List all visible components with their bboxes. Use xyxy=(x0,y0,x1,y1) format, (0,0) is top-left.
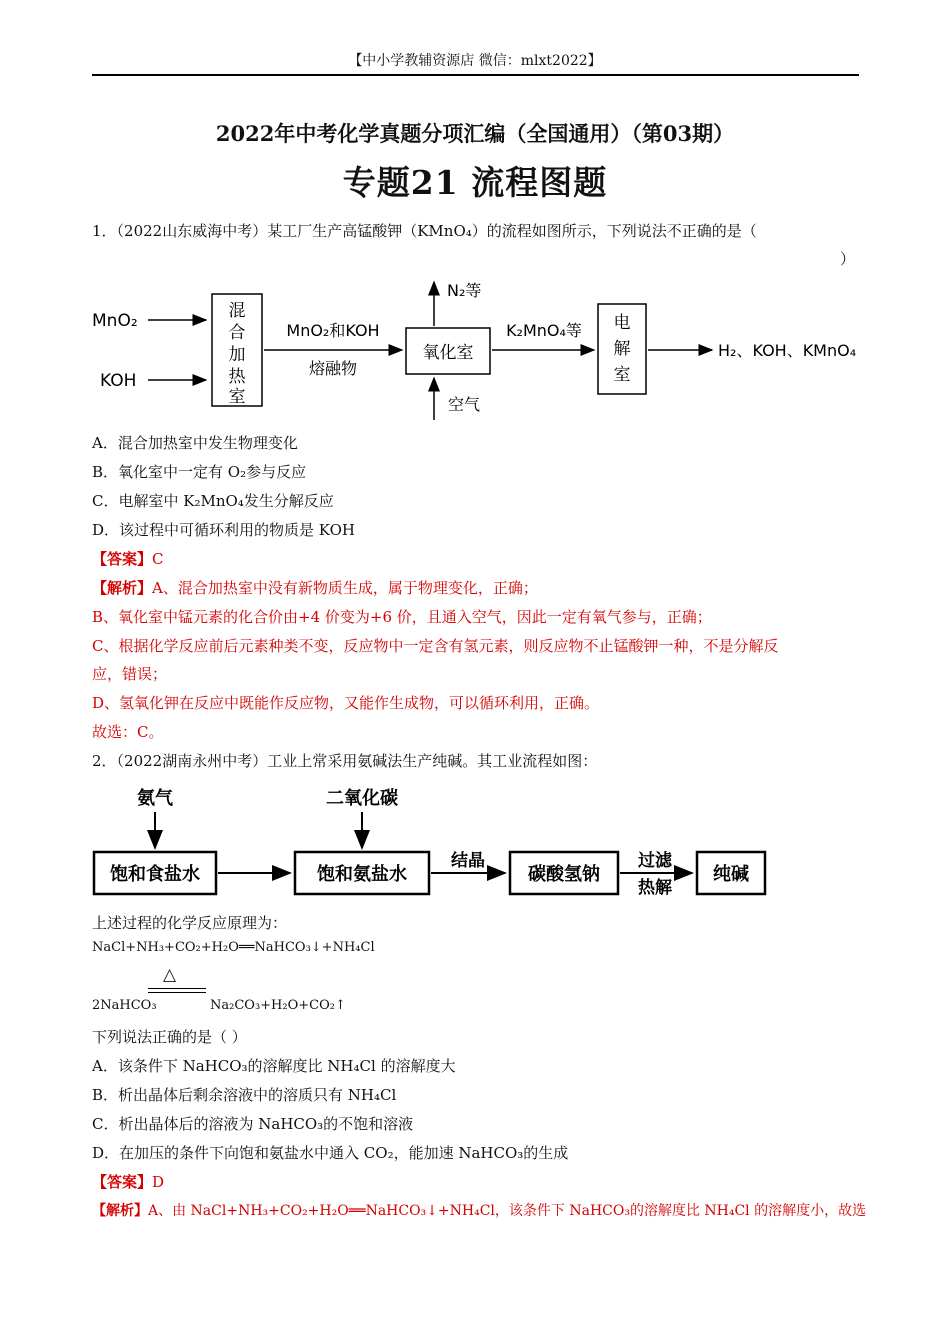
q1-stem-end: ） xyxy=(840,250,856,268)
q1-option-c: C．电解室中 K₂MnO₄发生分解反应 xyxy=(92,492,334,510)
q1-input-mno2: MnO₂ xyxy=(92,311,138,331)
q2-box2-label: 饱和氨盐水 xyxy=(317,864,407,885)
q1-analysis-c: C、根据化学反应前后元素种类不变，反应物中一定含有氢元素，则反应物不止锰酸钾一种，不是分解反 xyxy=(92,637,779,655)
q2-option-d: D．在加压的条件下向饱和氨盐水中通入 CO₂，能加速 NaHCO₃的生成 xyxy=(92,1144,569,1162)
q2-arrow2-label-heat: 热解 xyxy=(638,878,672,898)
q1-answer xyxy=(92,548,164,569)
q2-option-b: B．析出晶体后剩余溶液中的溶质只有 NH₄Cl xyxy=(92,1086,397,1104)
q1-stem: 1．（2022山东威海中考）某工厂生产高锰酸钾（KMnO₄）的流程如图所示，下列说法不正确的是（ xyxy=(92,222,757,240)
q1-analysis-d: D、氢氧化钾在反应中既能作反应物，又能作生成物，可以循环利用，正确。 xyxy=(92,694,600,712)
q2-option-a: A．该条件下 NaHCO₃的溶解度比 NH₄Cl 的溶解度大 xyxy=(92,1057,456,1075)
q1-box1-char: 室 xyxy=(228,387,246,407)
q2-arrow-label-crystallize: 结晶 xyxy=(451,851,485,871)
q2-eq-bar-top xyxy=(148,988,206,989)
q1-conclusion: 故选：C。 xyxy=(92,723,164,741)
q2-answer xyxy=(92,1171,164,1192)
q1-box3-char: 室 xyxy=(613,365,631,385)
q1-arrow2-label: K₂MnO₄等 xyxy=(506,321,582,340)
q2-equation-2-left: 2NaHCO₃ xyxy=(92,998,157,1013)
topic-title: 专题21 流程图题 xyxy=(342,163,608,202)
q1-box3-char: 解 xyxy=(613,339,631,359)
q2-eq-bar-bottom xyxy=(148,992,206,993)
q2-heat-symbol: △ xyxy=(163,965,177,985)
q2-analysis-a-text: A、由 NaCl+NH₃+CO₂+H₂O══NaHCO₃↓+NH₄Cl，该条件下 NaHCO₃的溶解度比 NH₄Cl 的溶解度小，故选 xyxy=(148,1203,867,1219)
q1-box2-label: 氧化室 xyxy=(422,343,474,363)
q2-analysis-label: 【解析】 xyxy=(92,1203,148,1219)
q1-answer-value: C xyxy=(152,550,164,568)
q1-analysis-b: B、氧化室中锰元素的化合价由+4 价变为+6 价，且通入空气，因此一定有氧气参与，正确； xyxy=(92,608,712,626)
doc-title: 2022年中考化学真题分项汇编（全国通用）（第03期） xyxy=(215,121,735,146)
q2-input-ammonia: 氨气 xyxy=(137,788,173,809)
q1-box3-char: 电 xyxy=(613,313,631,333)
header-source: 【中小学教辅资源店 微信：mlxt2022】 xyxy=(348,53,602,69)
q2-answer-label: 【答案】 xyxy=(92,1173,153,1191)
q2-equation-2-right: Na₂CO₃+H₂O+CO₂↑ xyxy=(210,998,346,1013)
header-rule xyxy=(92,74,859,76)
q2-box4-label: 纯碱 xyxy=(713,864,749,885)
q2-box3-label: 碳酸氢钠 xyxy=(528,864,600,885)
q2-box1-label: 饱和食盐水 xyxy=(110,864,200,885)
q2-answer-value: D xyxy=(152,1173,165,1191)
q1-option-a: A．混合加热室中发生物理变化 xyxy=(92,434,298,452)
q2-question: 下列说法正确的是（ ） xyxy=(92,1028,247,1046)
q1-analysis-label: 【解析】 xyxy=(92,579,153,597)
q1-arrow1-label-top: MnO₂和KOH xyxy=(286,321,380,340)
q2-input-co2: 二氧化碳 xyxy=(326,788,398,809)
q1-box1-char: 热 xyxy=(228,367,246,387)
q1-box1-char: 加 xyxy=(228,345,246,365)
q1-answer-label: 【答案】 xyxy=(92,550,153,568)
q1-in-air: 空气 xyxy=(448,395,481,414)
q2-stem: 2．（2022湖南永州中考）工业上常采用氨碱法生产纯碱。其工业流程如图： xyxy=(92,752,598,770)
q1-flow-diagram xyxy=(0,270,950,430)
q2-option-c: C．析出晶体后的溶液为 NaHCO₃的不饱和溶液 xyxy=(92,1115,414,1133)
q2-arrow2-label-filter: 过滤 xyxy=(638,851,672,871)
q1-analysis-c-cont: 应，错误； xyxy=(92,665,168,683)
q1-products: H₂、KOH、KMnO₄ xyxy=(718,341,857,360)
q1-input-koh: KOH xyxy=(100,371,137,391)
q2-principle: 上述过程的化学反应原理为： xyxy=(92,914,288,932)
q1-analysis-a-text: A、混合加热室中没有新物质生成，属于物理变化，正确； xyxy=(152,579,538,597)
q1-box1-char: 混 xyxy=(228,301,246,321)
q1-option-b: B．氧化室中一定有 O₂参与反应 xyxy=(92,463,307,481)
q2-equation-1: NaCl+NH₃+CO₂+H₂O══NaHCO₃↓+NH₄Cl xyxy=(92,940,375,955)
q2-analysis-a xyxy=(92,1200,866,1220)
q1-out-n2: N₂等 xyxy=(447,281,482,300)
q1-analysis-a xyxy=(92,577,538,598)
q1-box1-char: 合 xyxy=(228,323,246,343)
q1-arrow1-label-bottom: 熔融物 xyxy=(308,359,358,378)
q2-flow-diagram xyxy=(0,776,950,906)
q1-option-d: D．该过程中可循环利用的物质是 KOH xyxy=(92,521,355,539)
